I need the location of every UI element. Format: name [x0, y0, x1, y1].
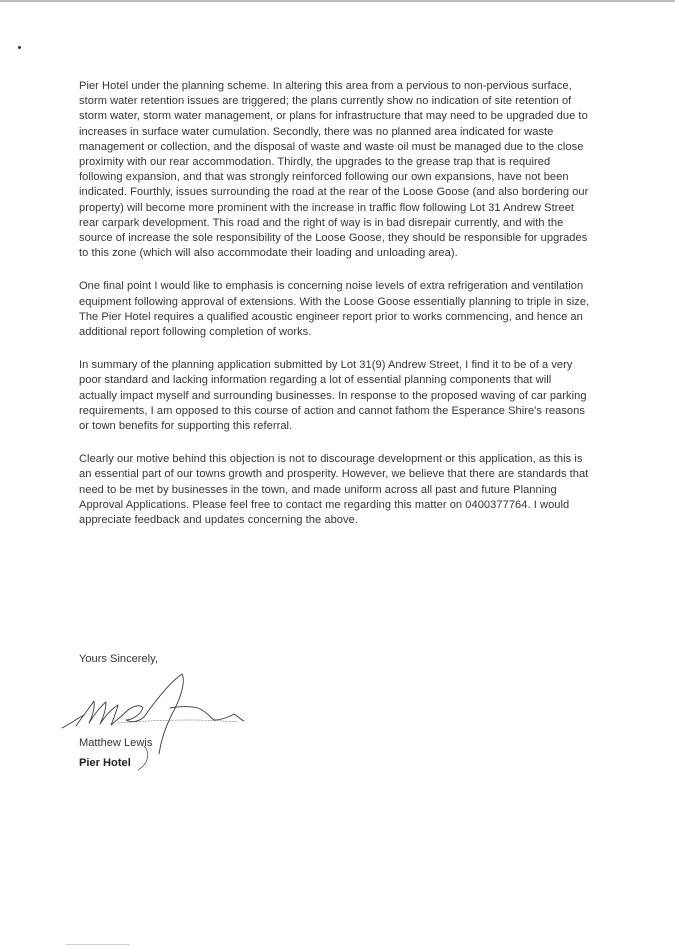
letter-body	[79, 79, 591, 546]
paragraph-summary: In summary of the planning application submitted by Lot 31(9) Andrew Street, I find it to be of a very poor standard and lacking information regarding a lot of essential planning components that will actually impact myself and surrounding businesses. In response to the proposed waving of car parking requirements, I am opposed to this course of action and cannot fathom the Esperance Shire's reasons or town benefits for supporting this referral.	[79, 359, 587, 433]
page-top-edge	[0, 0, 675, 2]
signer-organization: Pier Hotel	[79, 757, 131, 769]
paragraph-motive: Clearly our motive behind this objection is not to discourage development or this application, as this is an essential part of our towns growth and prosperity. However, we believe that there are standards that need to be met by businesses in the town, and made uniform across all past and future Planning Approval Applications. Please feel free to contact me regarding this matter on 0400377764. I would appreciate feedback and updates concerning the above.	[79, 453, 589, 527]
closing-salutation: Yours Sincerely,	[79, 653, 158, 665]
signer-name: Matthew Lewis	[79, 737, 153, 749]
page-bottom-edge	[66, 944, 130, 945]
paragraph-noise-levels: One final point I would like to emphasis is concerning noise levels of extra refrigeration and ventilation equipment following approval of extensions. With the Loose Goose essentially planning to triple in size, The Pier Hotel requires a qualified acoustic engineer report prior to works commencing, and hence an additional report following completion of works.	[79, 280, 590, 339]
handwritten-signature	[58, 668, 258, 770]
scan-speck	[18, 46, 21, 49]
paragraph-planning-issues: Pier Hotel under the planning scheme. In altering this area from a pervious to non-pervious surface, storm water retention issues are triggered; the plans currently show no indication of site retention of storm water, storm water management, or plans for infrastructure that may need to be upgraded due to increases in surface water cumulation. Secondly, there was no planned area indicated for waste management or collection, and the disposal of waste and waste oil must be managed due to the close proximity with our rear accommodation. Thirdly, the upgrades to the grease trap that is required following expansion, and that was strongly reinforced following our own expansions, have not been indicated. Fourthly, issues surrounding the road at the rear of the Loose Goose (and also bordering our property) will become more prominent with the increase in traffic flow following Lot 31 Andrew Street rear carpark development. This road and the right of way is in bad disrepair currently, and with the source of increase the sole responsibility of the Loose Goose, they should be responsible for upgrades to this zone (which will also accommodate their loading and unloading area).	[79, 80, 589, 260]
